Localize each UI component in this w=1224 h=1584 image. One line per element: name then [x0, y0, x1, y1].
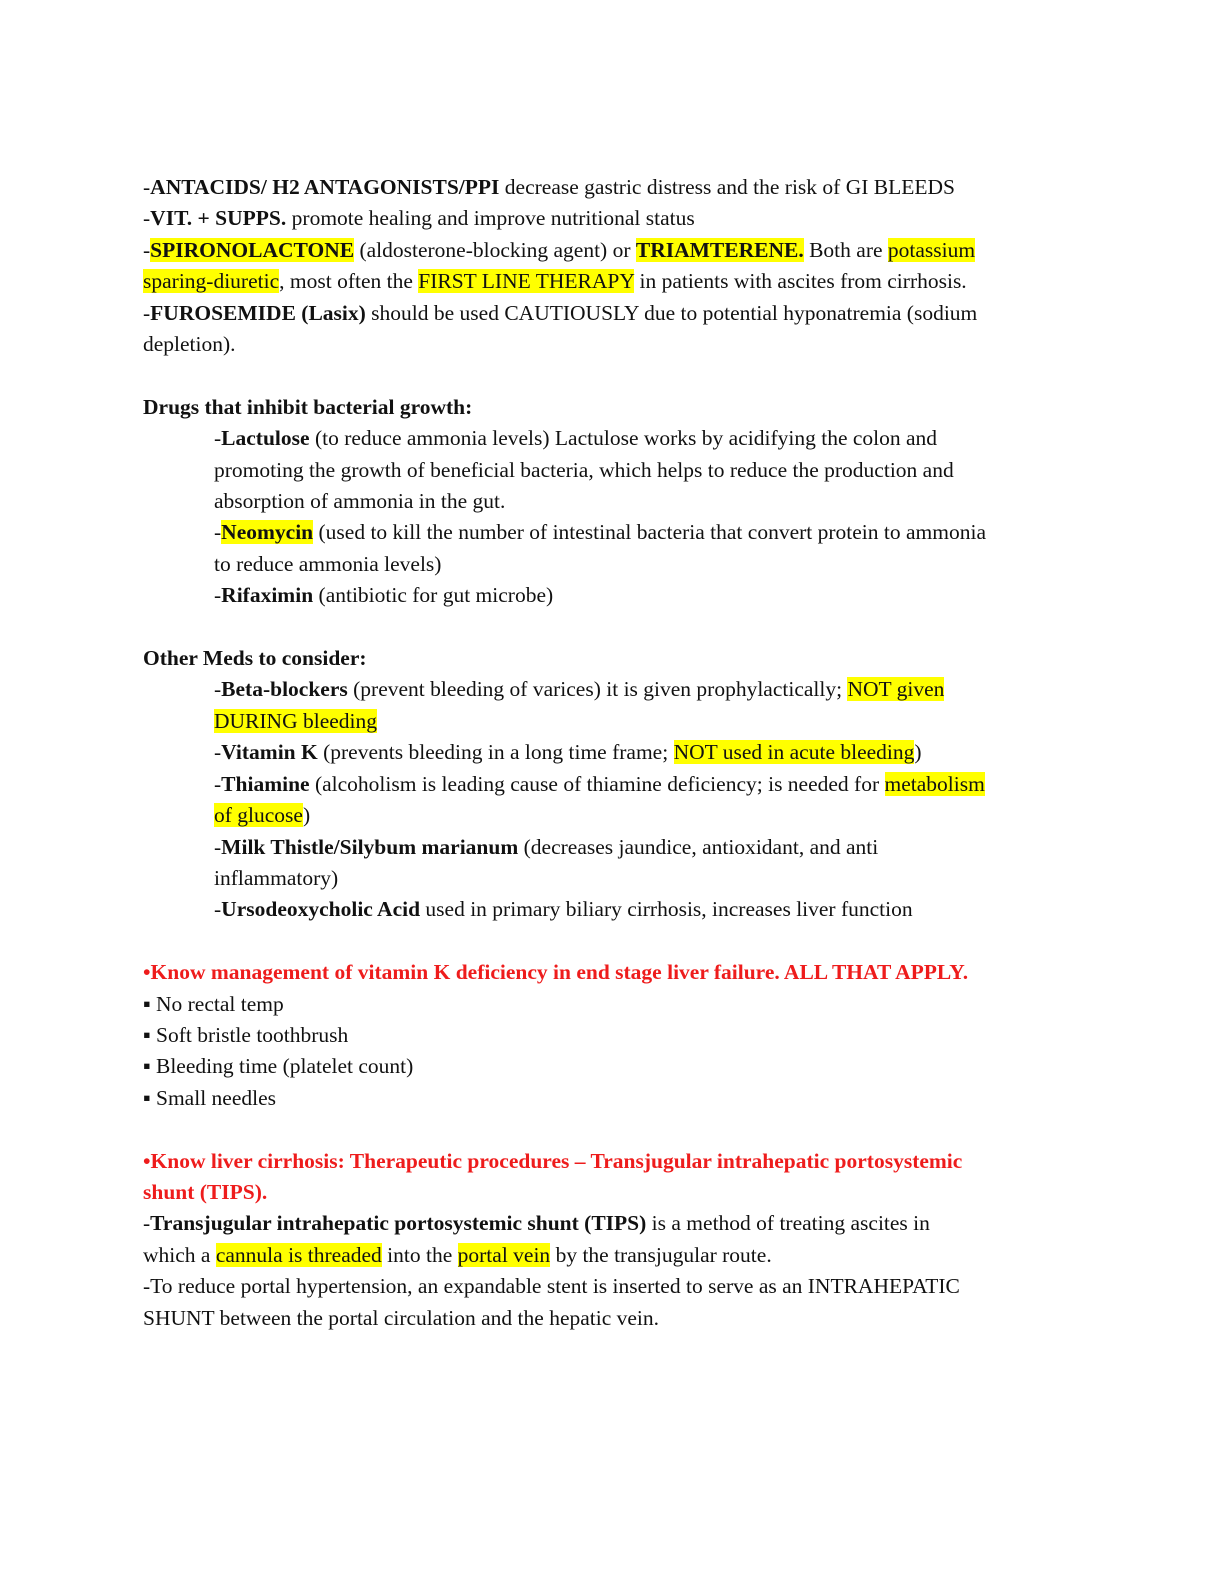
lactulose-line-3: absorption of ammonia in the gut. — [214, 489, 506, 514]
list-item: ▪ Soft bristle toothbrush — [143, 1022, 349, 1047]
tips-heading: •Know liver cirrhosis: Therapeutic procedures – Transjugular intrahepatic portosystemic — [143, 1148, 963, 1173]
list-item: ▪ Small needles — [143, 1085, 277, 1110]
thiamine-line-2: of glucose) — [214, 803, 311, 828]
vitk-management-heading: •Know management of vitamin K deficiency in end stage liver failure. ALL THAT APPLY. — [143, 960, 969, 985]
lactulose-line: -Lactulose (to reduce ammonia levels) Lactulose works by acidifying the colon and — [214, 426, 938, 451]
document-page — [143, 172, 1083, 1334]
furosemide-line-2: depletion). — [143, 332, 236, 357]
lactulose-line-2: promoting the growth of beneficial bacteria, which helps to reduce the production and — [214, 457, 954, 482]
rifaximin-line: -Rifaximin (antibiotic for gut microbe) — [214, 583, 554, 608]
vitamin-k-line: -Vitamin K (prevents bleeding in a long time frame; NOT used in acute bleeding) — [214, 740, 922, 765]
beta-blockers-line: -Beta-blockers (prevent bleeding of varices) it is given prophylactically; NOT given — [214, 677, 945, 702]
other-meds-heading: Other Meds to consider: — [143, 646, 367, 671]
spironolactone-line: -SPIRONOLACTONE (aldosterone-blocking agent) or TRIAMTERENE. Both are potassium — [143, 237, 976, 262]
neomycin-line: -Neomycin (used to kill the number of intestinal bacteria that convert protein to ammonia — [214, 520, 986, 545]
neomycin-line-2: to reduce ammonia levels) — [214, 551, 442, 576]
list-item: ▪ No rectal temp — [143, 991, 284, 1016]
tips-paragraph-1-line-2: which a cannula is threaded into the portal vein by the transjugular route. — [143, 1242, 772, 1267]
thiamine-line: -Thiamine (alcoholism is leading cause of thiamine deficiency; is needed for metabolism — [214, 771, 985, 796]
tips-heading-2: shunt (TIPS). — [143, 1179, 268, 1204]
spironolactone-line-2: sparing-diuretic, most often the FIRST LINE THERAPY in patients with ascites from cirrhosis. — [143, 269, 967, 294]
tips-paragraph-1: -Transjugular intrahepatic portosystemic shunt (TIPS) is a method of treating ascites in — [143, 1211, 930, 1236]
furosemide-line: -FUROSEMIDE (Lasix) should be used CAUTIOUSLY due to potential hyponatremia (sodium — [143, 300, 978, 325]
ursodeoxycholic-line: -Ursodeoxycholic Acid used in primary biliary cirrhosis, increases liver function — [214, 897, 913, 922]
antacids-line: -ANTACIDS/ H2 ANTAGONISTS/PPI decrease gastric distress and the risk of GI BLEEDS — [143, 175, 955, 199]
beta-blockers-line-2: DURING bleeding — [214, 708, 378, 733]
list-item: ▪ Bleeding time (platelet count) — [143, 1054, 414, 1079]
tips-paragraph-2-line-2: SHUNT between the portal circulation and the hepatic vein. — [143, 1305, 660, 1330]
bacterial-heading: Drugs that inhibit bacterial growth: — [143, 394, 473, 419]
milk-thistle-line-2: inflammatory) — [214, 865, 339, 890]
vit-supps-line: -VIT. + SUPPS. promote healing and improve nutritional status — [143, 206, 695, 231]
milk-thistle-line: -Milk Thistle/Silybum marianum (decreases jaundice, antioxidant, and anti — [214, 834, 879, 859]
tips-paragraph-2: -To reduce portal hypertension, an expandable stent is inserted to serve as an INTRAHEPATIC — [143, 1274, 960, 1299]
